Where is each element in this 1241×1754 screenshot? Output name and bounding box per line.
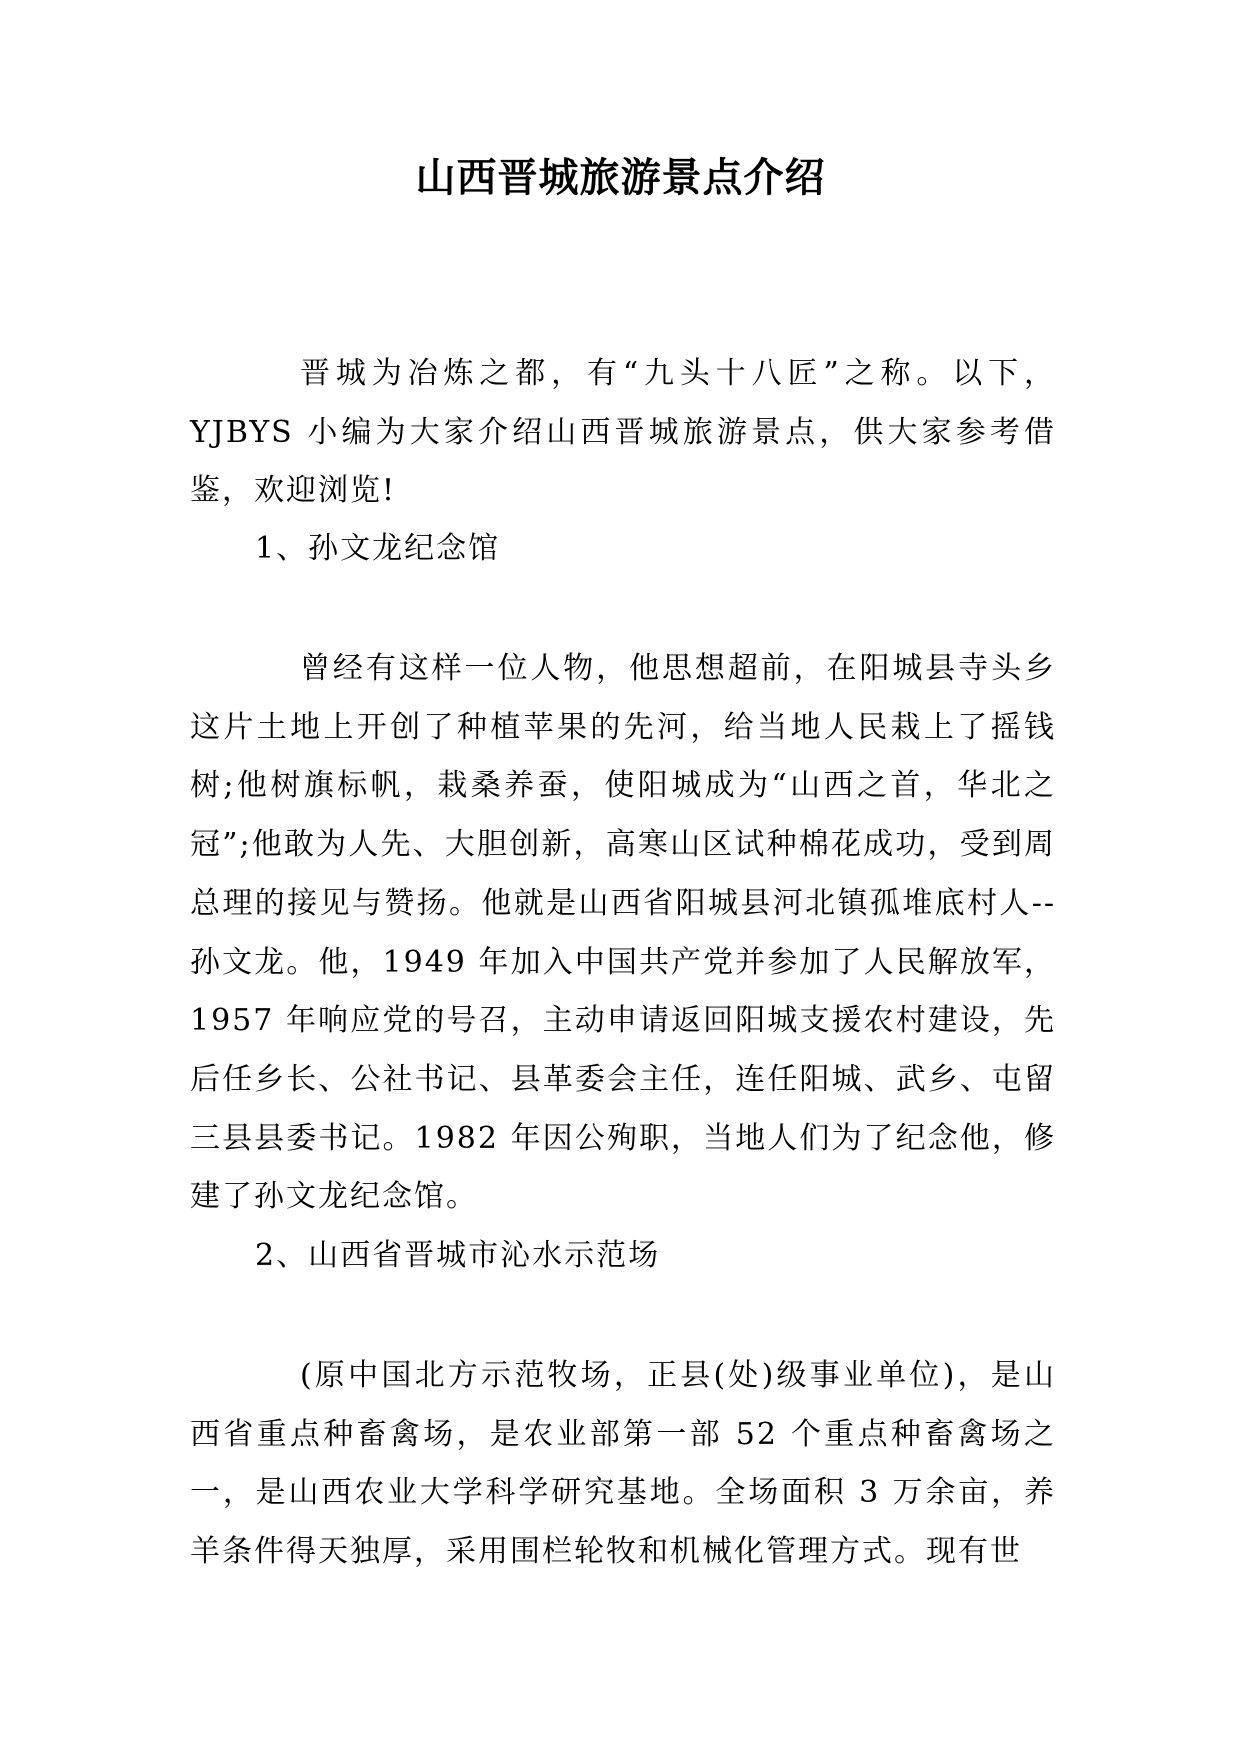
sun-wenlong-paragraph: 曾经有这样一位人物，他思想超前，在阳城县寺头乡这片土地上开创了种植苹果的先河，给当地人民栽上了摇钱树;他树旗标帆，栽桑养蚕，使阳城成为“山西之首，华北之冠”;他敢为人先、大胆创新，高寒山区试种棉花成功，受到周总理的接见与赞扬。他就是山西省阳城县河北镇孤堆底村人--孙文龙。他，1949 年加入中国共产党并参加了人民解放军，1957 年响应党的号召，主动申请返回阳城支援农村建设，先后任乡长、公社书记、县革委会主任，连任阳城、武乡、屯留三县县委书记。1982 年因公殉职，当地人们为了纪念他，修建了孙文龙纪念馆。 bbox=[190, 651, 1056, 1215]
qinshui-farm-paragraph: (原中国北方示范牧场，正县(处)级事业单位)，是山西省重点种畜禽场，是农业部第一部 52 个重点种畜禽场之一，是山西农业大学科学研究基地。全场面积 3 万余亩，养羊条件得天独厚，采用围栏轮牧和机械化管理方式。现有世 bbox=[190, 1358, 1056, 1570]
page-title: 山西晋城旅游景点介绍 bbox=[415, 154, 826, 201]
section-heading-sun-wenlong-memorial: 1、孙文龙纪念馆 bbox=[255, 531, 501, 566]
section-heading-qinshui-demo-farm: 2、山西省晋城市沁水示范场 bbox=[255, 1238, 661, 1273]
intro-paragraph: 晋城为冶炼之都，有“九头十八匠”之称。以下，YJBYS 小编为大家介绍山西晋城旅游景点，供大家参考借鉴，欢迎浏览! bbox=[190, 356, 1056, 509]
